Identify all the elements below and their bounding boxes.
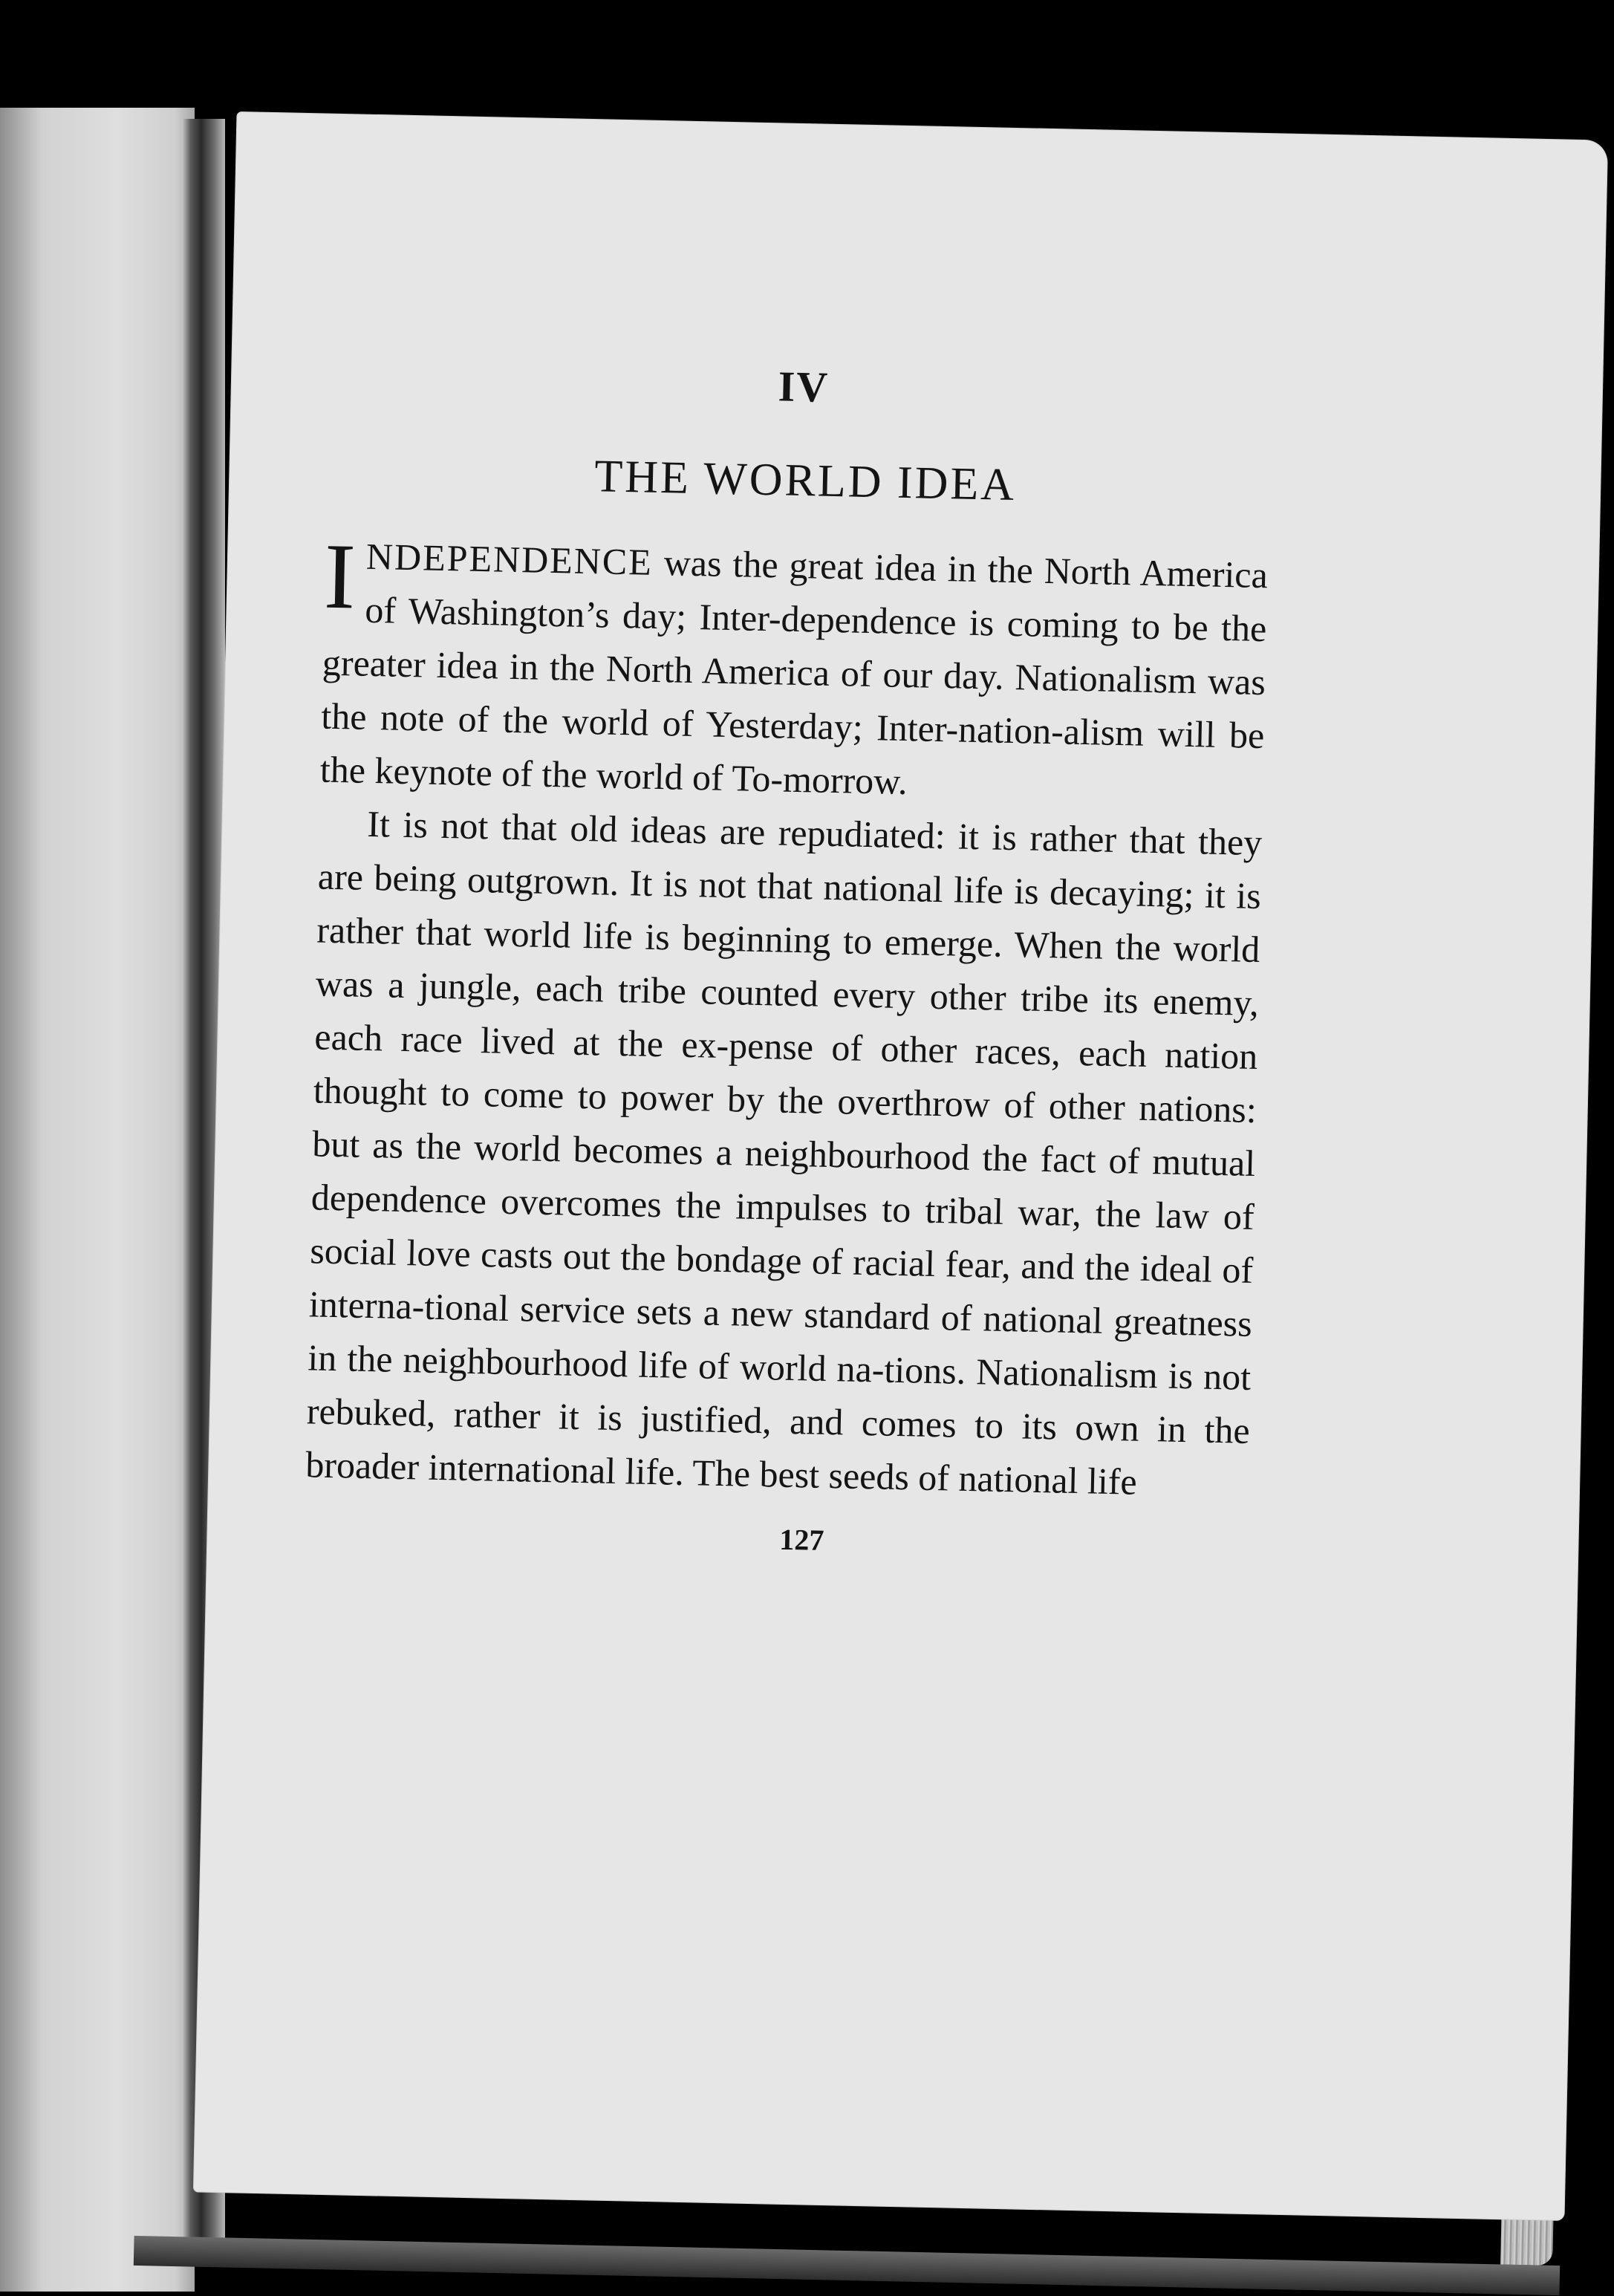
paragraph-1 — [319, 524, 1269, 816]
drop-cap: I — [323, 524, 357, 629]
paragraph-1-text: was the great idea in the North America of Washington’s day; Inter-dependence is coming to be the greater idea in the North America of our day. Nationalism was the note of the world of Yesterday; Inter-nation-alism will be the keynote of the world of To-morrow. — [319, 541, 1269, 803]
book-page — [194, 112, 1607, 2220]
paragraph-2: It is not that old ideas are repudiated: it is rather that they are being outgrown. It is not that national life is decaying; it is rather that world life is beginning to emerge. When the world was a jungle, each tribe counted every other tribe its enemy, each race lived at the ex-pense of other races, each nation thought to come to power by the overthrow of other nations: but as the world becomes a neighbourhood the fact of mutual dependence overcomes the impulses to tribal war, the law of social love casts out the bondage of racial fear, and the ideal of interna-tional service sets a new standard of national greatness in the neighbourhood life of world na-tions. Nationalism is not rebuked, rather it is justified, and comes to its own in the broader international life. The best seeds of national life — [305, 802, 1263, 1503]
page-number: 127 — [778, 1522, 824, 1557]
lead-word: NDEPENDENCE — [365, 535, 654, 583]
previous-page-edge — [0, 108, 195, 2292]
chapter-number: IV — [778, 362, 830, 412]
page-content — [304, 352, 1272, 1567]
page-bottom-shadow — [134, 2236, 1560, 2295]
chapter-title: THE WORLD IDEA — [593, 451, 1017, 511]
